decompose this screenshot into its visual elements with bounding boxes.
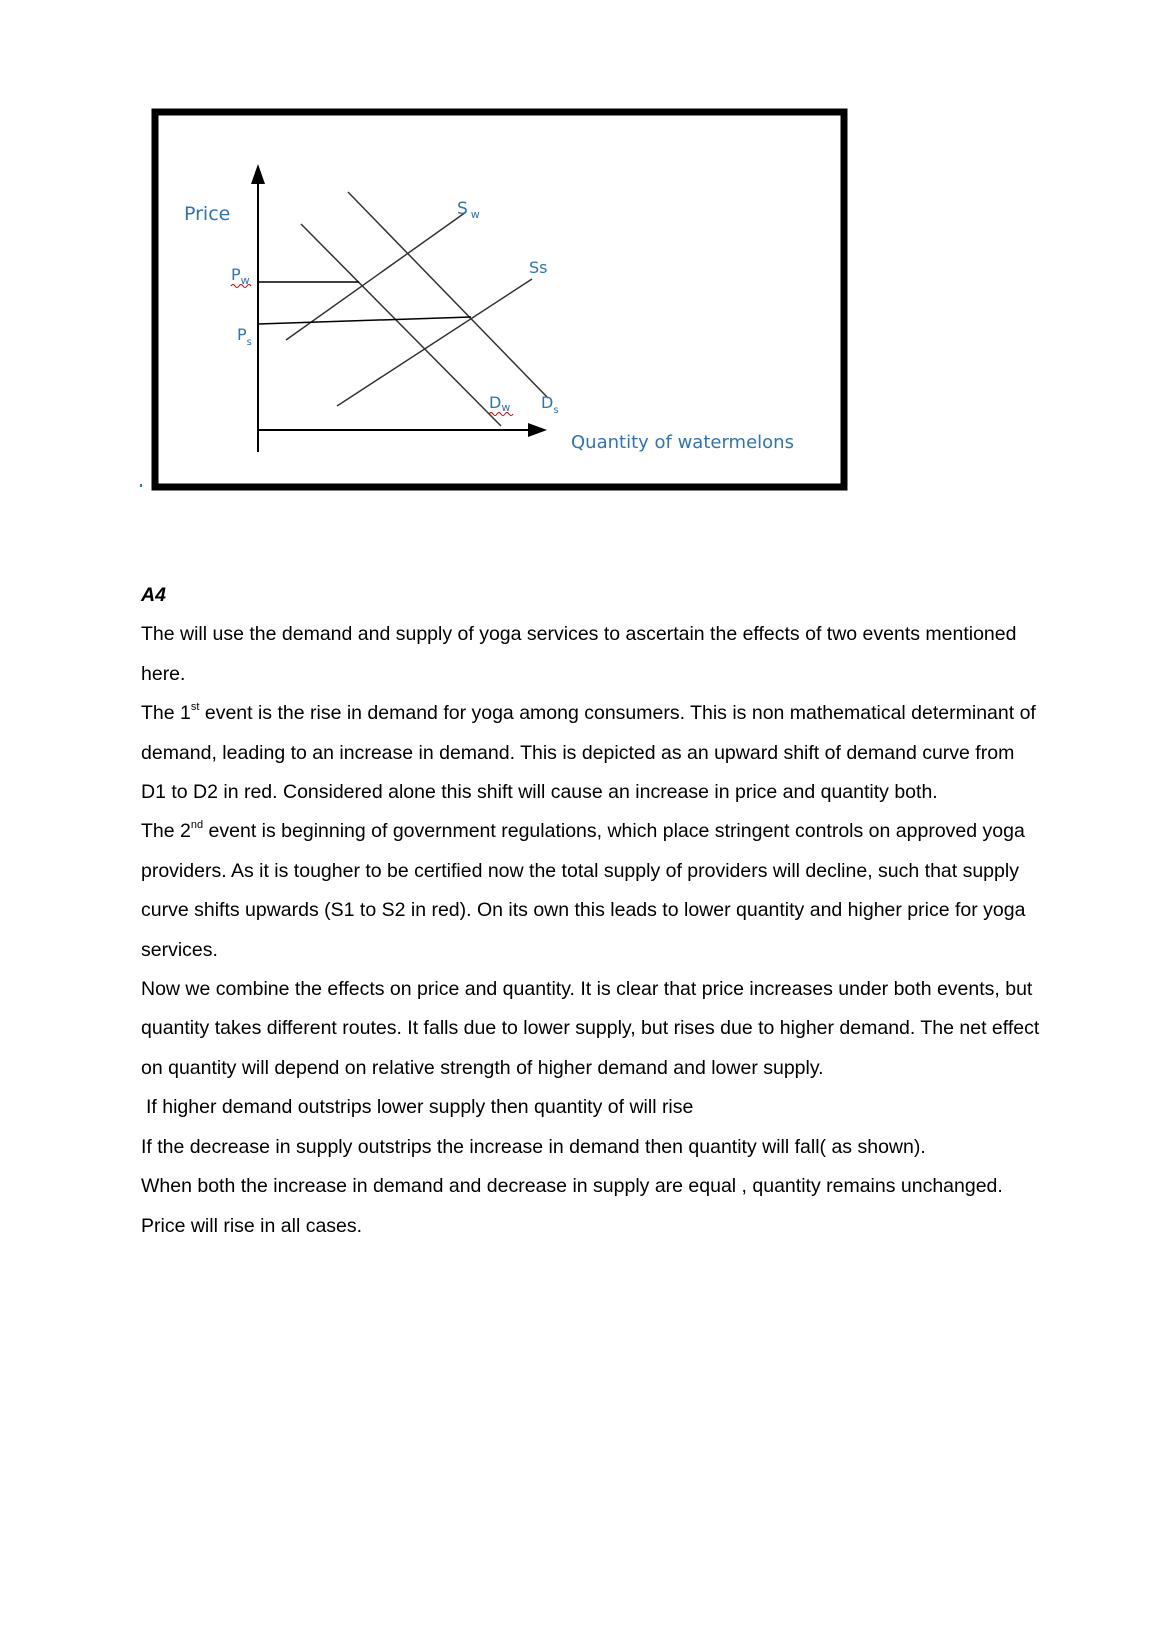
paragraph: If higher demand outstrips lower supply then quantity of will rise [146, 1096, 694, 1119]
price-s-label: $P_s$ [237, 325, 252, 348]
answer-text [141, 576, 1041, 1246]
paragraph: The 1st event is the rise in demand for yoga among consumers. This is non mathematical determinant of demand, leading to an increase in demand. This is depicted as an upward shift of demand curve from D1 to D2 in red. Considered alone this shift will cause an increase in price and quantity both. [141, 701, 1036, 804]
paragraph: If the decrease in supply outstrips the increase in demand then quantity will fall( as shown). [141, 1135, 926, 1158]
paragraph: Price will rise in all cases. [141, 1214, 363, 1237]
supply-w-label: S $_w$ [457, 199, 480, 221]
paragraph: The will use the demand and supply of yoga services to ascertain the effects of two events mentioned here. [141, 623, 1017, 685]
anchor-mark [140, 484, 142, 487]
section-heading: A4 [141, 584, 166, 606]
supply-demand-figure [151, 108, 848, 491]
price-w-label: $P_w$ [231, 265, 250, 287]
paragraph: The 2nd event is beginning of government regulations, which place stringent controls on approved yoga providers. As it is tougher to be certified now the total supply of providers will decline, such that supply curve shifts upwards (S1 to S2 in red). On its own this leads to lower quantity and higher price for yoga services. [141, 819, 1026, 961]
y-axis-label: Price [184, 203, 231, 225]
supply-s-label: Ss [529, 258, 548, 277]
paragraph: Now we combine the effects on price and quantity. It is clear that price increases under both events, but quantity takes different routes. It falls due to lower supply, but rises due to higher demand. The net effect on quantity will depend on relative strength of higher demand and lower supply. [141, 978, 1040, 1079]
demand-s-label: $D_s$ [541, 393, 559, 416]
x-axis-label: Quantity of watermelons [571, 432, 794, 453]
demand-w-label: Dw [489, 393, 511, 414]
paragraph: When both the increase in demand and decrease in supply are equal , quantity remains unchanged. [141, 1175, 1003, 1198]
